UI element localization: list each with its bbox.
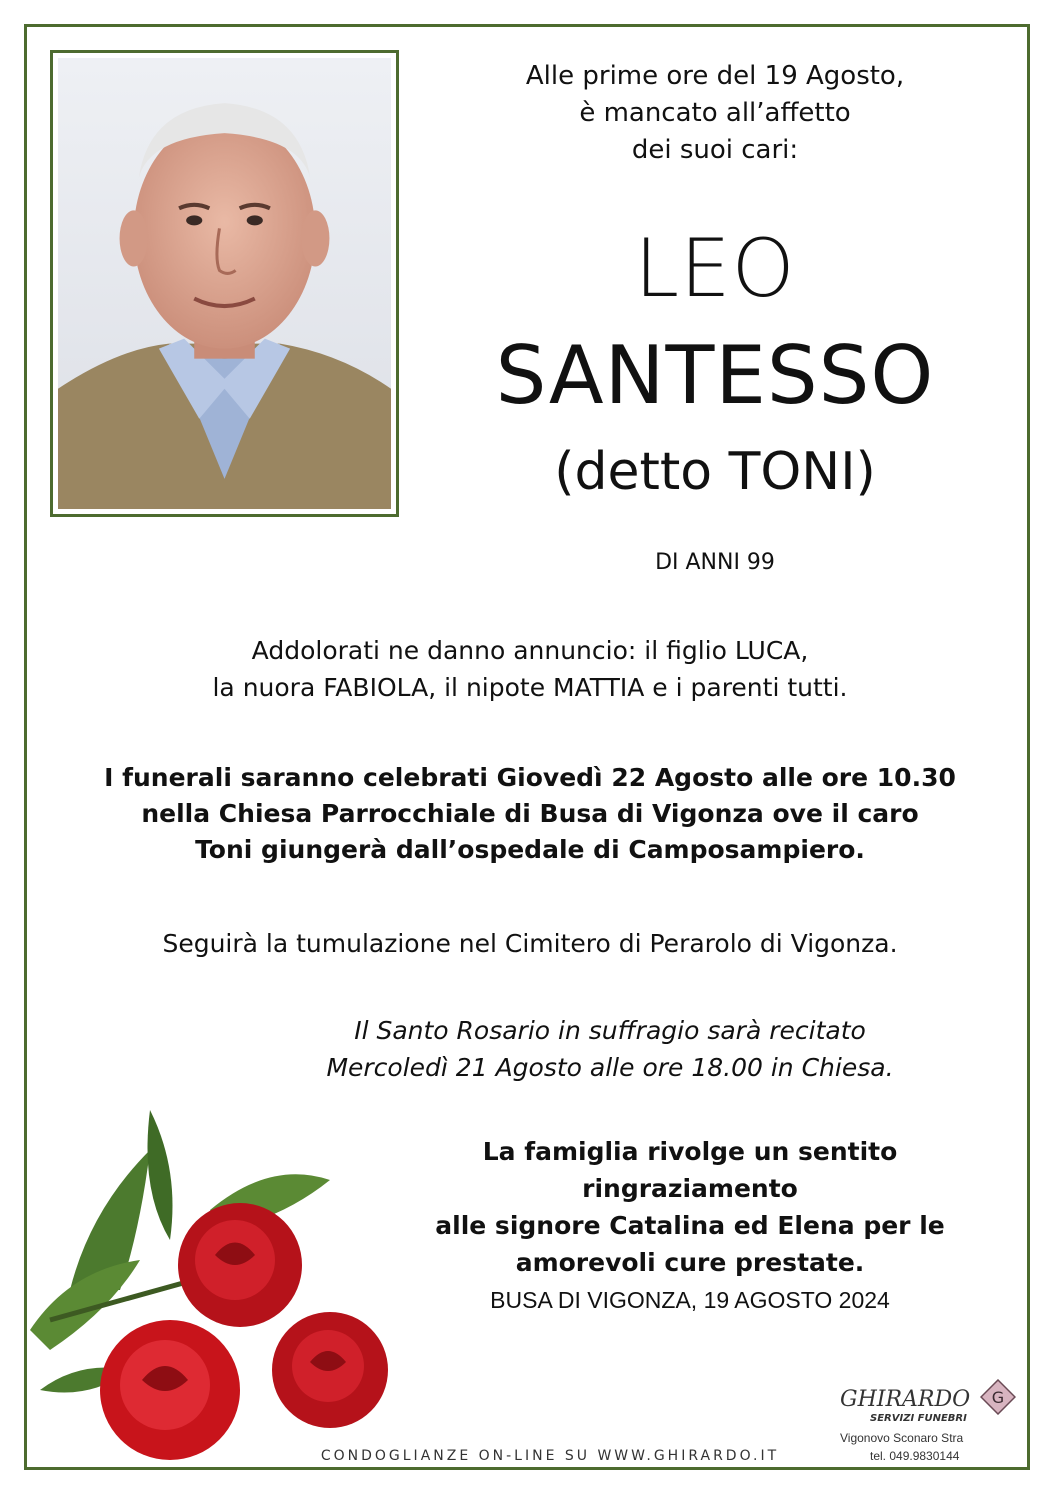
announcement-line: Addolorati ne danno annuncio: il figlio LUCA, (251, 636, 809, 665)
thanks-note (380, 1133, 1000, 1281)
last-name: SANTESSO (495, 329, 935, 422)
logo-phone: tel. 049.9830144 (870, 1449, 960, 1463)
thanks-line: amorevoli cure prestate. (515, 1248, 865, 1277)
rosary-line: Mercoledì 21 Agosto alle ore 18.00 in Chiesa. (326, 1053, 894, 1082)
logo-subtitle: SERVIZI FUNEBRI (870, 1413, 967, 1424)
funeral-line: I funerali saranno celebrati Giovedì 22 Agosto alle ore 10.30 (104, 763, 956, 792)
age: DI ANNI 99 (655, 550, 775, 575)
rose-flower (100, 1320, 240, 1460)
intro-line: dei suoi cari: (631, 135, 799, 165)
funeral-line: Toni giungerà dall’ospedale di Camposampiero. (195, 835, 865, 864)
thanks-line: La famiglia rivolge un sentito ringraziamento (482, 1137, 898, 1203)
logo-mark-letter: G (991, 1388, 1005, 1407)
announcement (60, 632, 1000, 706)
intro-line: Alle prime ore del 19 Agosto, (525, 61, 905, 91)
logo-mark-icon (980, 1379, 1016, 1415)
funeral-home-logo (830, 1375, 1030, 1463)
place-date: BUSA DI VIGONZA, 19 AGOSTO 2024 (490, 1287, 890, 1313)
portrait-photo (58, 58, 391, 509)
logo-towns: Vigonovo Sconaro Stra (840, 1431, 964, 1445)
intro-text (470, 58, 960, 169)
intro-line: è mancato all’affetto (579, 98, 851, 128)
funeral-line: nella Chiesa Parrocchiale di Busa di Vigonza ove il caro (141, 799, 919, 828)
condolences-footer: CONDOGLIANZE ON-LINE SU WWW.GHIRARDO.IT (320, 1448, 780, 1464)
rose-flower (178, 1203, 302, 1327)
roses-image (30, 1090, 430, 1470)
rosary-line: Il Santo Rosario in suffragio sarà recitato (354, 1016, 866, 1045)
funeral-info (40, 760, 1020, 868)
thanks-line: alle signore Catalina ed Elena per le (435, 1211, 945, 1240)
rose-flower (272, 1312, 388, 1428)
first-name: LEO (634, 222, 796, 315)
announcement-line: la nuora FABIOLA, il nipote MATTIA e i parenti tutti. (212, 673, 848, 702)
burial-info: Seguirà la tumulazione nel Cimitero di Perarolo di Vigonza. (162, 929, 898, 958)
portrait-photo-frame (50, 50, 399, 517)
nickname: (detto TONI) (554, 442, 876, 502)
rosary-info (250, 1012, 970, 1086)
logo-name: GHIRARDO (840, 1387, 971, 1412)
